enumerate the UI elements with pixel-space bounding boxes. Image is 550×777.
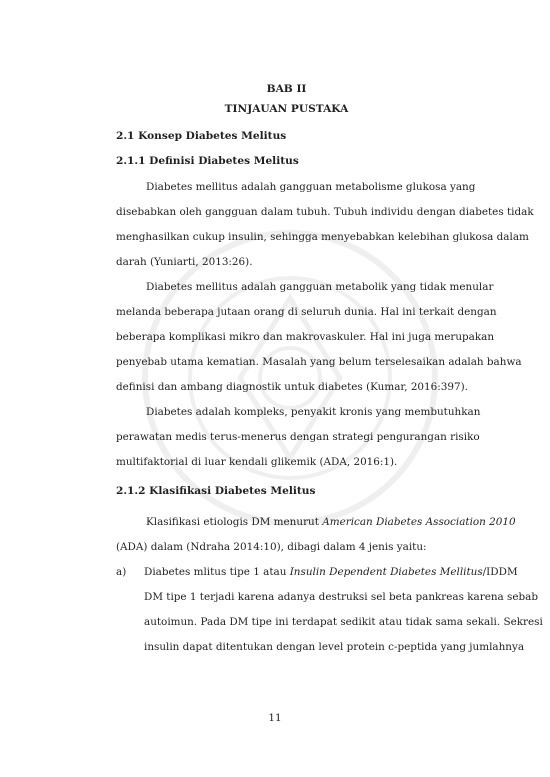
paragraph-3-line: multifaktorial di luar kendali glikemik (ADA, 2016:1). [116, 456, 398, 468]
list-item-a-body-line: insulin dapat ditentukan dengan level protein c-peptida yang jumlahnya [144, 641, 525, 653]
paragraph-1-line: darah (Yuniarti, 2013:26). [116, 256, 253, 268]
paragraph-1-line: Diabetes mellitus adalah gangguan metabolisme glukosa yang [146, 181, 476, 193]
paragraph-3-line: Diabetes adalah kompleks, penyakit kronis yang membutuhkan [146, 406, 481, 418]
list-item-a-text: Diabetes mlitus tipe 1 atau [144, 566, 290, 578]
list-item-a-title [144, 566, 518, 578]
list-item-a-body-line: DM tipe 1 terjadi karena adanya destruksi sel beta pankreas karena sebab [144, 591, 539, 603]
university-seal-watermark [140, 228, 440, 528]
paragraph-4-line [146, 516, 516, 528]
paragraph-2-line: penyebab utama kematian. Masalah yang belum terselesaikan adalah bahwa [116, 356, 522, 368]
paragraph-2-line: definisi dan ambang diagnostik untuk diabetes (Kumar, 2016:397). [116, 381, 468, 393]
list-item-a-body-line: autoimun. Pada DM tipe ini terdapat sedikit atau tidak sama sekali. Sekresi [144, 616, 543, 628]
page-number: 11 [268, 712, 282, 724]
paragraph-3-line: perawatan medis terus-menerus dengan strategi pengurangan risiko [116, 431, 480, 443]
paragraph-4-organization: American Diabetes Association 2010 [322, 516, 516, 528]
paragraph-4-line: (ADA) dalam (Ndraha 2014:10), dibagi dalam 4 jenis yaitu: [116, 541, 427, 553]
list-item-a-abbrev: /IDDM [482, 566, 518, 578]
section-heading-2-1-2: 2.1.2 Klasifikasi Diabetes Melitus [116, 485, 316, 497]
section-heading-2-1-1: 2.1.1 Definisi Diabetes Melitus [116, 155, 299, 167]
paragraph-4-text: Klasifikasi etiologis DM menurut [146, 516, 323, 528]
chapter-number: BAB II [266, 83, 307, 95]
list-item-a-term: Insulin Dependent Diabetes Mellitus [289, 566, 483, 578]
paragraph-1-line: menghasilkan cukup insulin, sehingga menyebabkan kelebihan glukosa dalam [116, 231, 529, 243]
paragraph-1-line: disebabkan oleh gangguan dalam tubuh. Tubuh individu dengan diabetes tidak [116, 206, 534, 218]
section-heading-2-1: 2.1 Konsep Diabetes Melitus [116, 130, 287, 142]
paragraph-2-line: Diabetes mellitus adalah gangguan metabolik yang tidak menular [146, 281, 494, 293]
paragraph-2-line: beberapa komplikasi mikro dan makrovaskuler. Hal ini juga merupakan [116, 331, 495, 343]
list-marker-a: a) [116, 566, 127, 578]
chapter-title: TINJAUAN PUSTAKA [224, 103, 349, 115]
paragraph-2-line: melanda beberapa jutaan orang di seluruh dunia. Hal ini terkait dengan [116, 306, 497, 318]
